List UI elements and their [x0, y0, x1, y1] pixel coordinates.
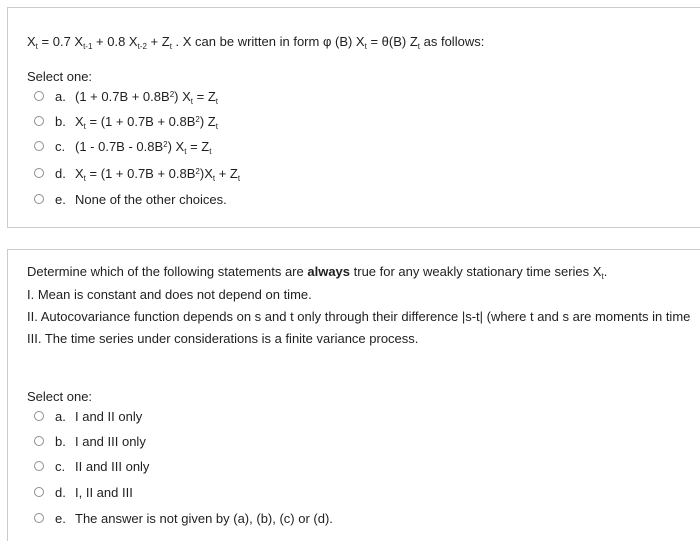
option-text: $X_t = (1 + 0.7B + 0.8B^2)$ $Z_t$ [75, 113, 218, 131]
statement-3: III. The time series under considerations is a finite variance process. [27, 331, 419, 346]
stem-text: + Z [146, 34, 170, 49]
radio-button[interactable] [34, 461, 44, 471]
radio-button[interactable] [34, 194, 44, 204]
question-2-stem [27, 264, 607, 279]
select-one-label: Select one: [27, 389, 93, 404]
stem-subscript: t-1 [83, 42, 93, 51]
answer-option-b[interactable] [34, 113, 218, 129]
stem-subscript: t [417, 42, 421, 51]
answer-option-d[interactable] [34, 484, 133, 500]
option-text: I, II and III [75, 484, 133, 500]
stem-subscript: t [35, 42, 38, 51]
option-text: The answer is not given by (a), (b), (c) or (d). [75, 510, 333, 526]
stem-text: + 0.8 X [92, 34, 138, 49]
question-1-stem [27, 34, 484, 49]
stem-text: = θ(B) Z [366, 34, 418, 49]
radio-button[interactable] [34, 168, 44, 178]
option-text: $X_t = (1 + 0.7B + 0.8B^2)X_t + Z_t$ [75, 165, 241, 183]
option-letter: d. [55, 484, 66, 500]
option-letter: b. [55, 433, 66, 449]
stem-text: X [27, 34, 36, 49]
answer-option-c[interactable] [34, 458, 149, 474]
option-text: I and III only [75, 433, 146, 449]
option-letter: c. [55, 138, 66, 154]
option-letter: e. [55, 510, 66, 526]
stem-text: true for any weakly stationary time series X [350, 264, 602, 279]
answer-option-c[interactable] [34, 138, 211, 154]
answer-option-e[interactable] [34, 510, 333, 526]
answer-option-a[interactable] [34, 408, 142, 424]
option-text: $(1 + 0.7B + 0.8B^2)$ $X_t = Z_t$ [75, 88, 218, 106]
stem-emphasis: always [307, 264, 351, 279]
option-text: None of the other choices. [75, 191, 227, 207]
option-letter: a. [55, 408, 66, 424]
answer-option-b[interactable] [34, 433, 146, 449]
radio-button[interactable] [34, 141, 44, 151]
option-text: $(1 - 0.7B - 0.8B^2)$ $X_t = Z_t$ [75, 138, 212, 156]
statement-1: I. Mean is constant and does not depend on time. [27, 287, 312, 302]
option-letter: a. [55, 88, 66, 104]
option-text: I and II only [75, 408, 143, 424]
radio-button[interactable] [34, 91, 44, 101]
statement-2: II. Autocovariance function depends on s and t only through their difference |s-t| (where t and s are moments in time [27, 309, 691, 324]
answer-option-e[interactable] [34, 191, 227, 207]
radio-button[interactable] [34, 487, 44, 497]
option-text: II and III only [75, 458, 150, 474]
question-2-card [7, 249, 700, 541]
option-letter: e. [55, 191, 66, 207]
stem-text: . X can be written in form φ (B) X [171, 34, 365, 49]
option-letter: c. [55, 458, 66, 474]
radio-button[interactable] [34, 411, 44, 421]
question-1-card [7, 7, 700, 228]
stem-subscript: t-2 [137, 42, 147, 51]
option-letter: d. [55, 165, 66, 181]
answer-option-a[interactable] [34, 88, 218, 104]
stem-text: = 0.7 X [37, 34, 84, 49]
option-letter: b. [55, 113, 66, 129]
stem-text: . [603, 264, 608, 279]
answer-option-d[interactable] [34, 165, 240, 181]
stem-subscript: t [169, 42, 172, 51]
radio-button[interactable] [34, 513, 44, 523]
stem-text: as follows: [420, 34, 485, 49]
select-one-label: Select one: [27, 69, 93, 84]
radio-button[interactable] [34, 116, 44, 126]
stem-subscript: t [364, 42, 367, 51]
stem-text: Determine which of the following statements are [27, 264, 308, 279]
stem-subscript: t [601, 272, 604, 281]
radio-button[interactable] [34, 436, 44, 446]
